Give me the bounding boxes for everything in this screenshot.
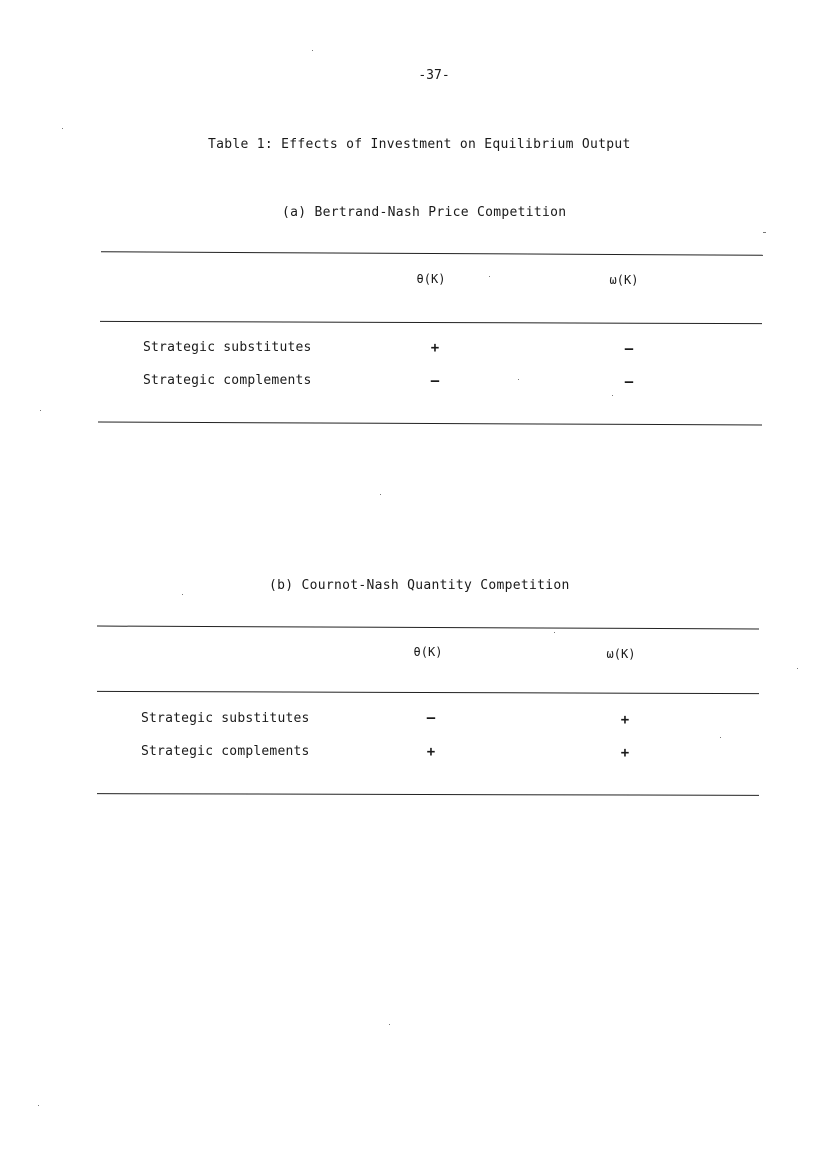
panel-b-header-rule xyxy=(97,691,759,694)
scan-speck xyxy=(720,737,721,738)
panel-a-col-omega: ω(K) xyxy=(609,273,639,287)
scan-speck xyxy=(38,1105,39,1106)
table-title: Table 1: Effects of Investment on Equilibrium Output xyxy=(208,137,631,152)
scan-speck xyxy=(763,232,766,233)
scan-speck xyxy=(518,379,519,380)
theta-sign: – xyxy=(430,373,440,389)
omega-sign: + xyxy=(620,745,630,761)
omega-sign: – xyxy=(624,341,634,357)
row-label: Strategic substitutes xyxy=(143,340,312,355)
scan-speck xyxy=(40,410,41,411)
panel-a-title: (a) Bertrand-Nash Price Competition xyxy=(282,205,567,220)
omega-sign: + xyxy=(620,712,630,728)
panel-a-header-rule xyxy=(100,321,762,324)
row-label: Strategic complements xyxy=(141,744,310,759)
theta-sign: + xyxy=(430,340,440,356)
row-label: Strategic substitutes xyxy=(141,711,310,726)
panel-a-top-rule xyxy=(101,251,763,255)
row-label: Strategic complements xyxy=(143,373,312,388)
theta-sign: – xyxy=(426,710,436,726)
scan-speck xyxy=(380,494,381,495)
panel-b-title: (b) Cournot-Nash Quantity Competition xyxy=(269,578,570,593)
page-number: -37- xyxy=(418,68,450,83)
omega-sign: – xyxy=(624,374,634,390)
panel-a-col-theta: θ(K) xyxy=(416,272,446,286)
scan-speck xyxy=(489,276,490,277)
panel-b-bottom-rule xyxy=(97,793,759,796)
scan-speck xyxy=(312,50,313,51)
theta-sign: + xyxy=(426,744,436,760)
panel-a-bottom-rule xyxy=(98,422,762,426)
panel-b-col-omega: ω(K) xyxy=(606,647,636,661)
panel-b-col-theta: θ(K) xyxy=(413,645,443,659)
scan-speck xyxy=(182,594,183,595)
scan-speck xyxy=(62,128,63,129)
scan-speck xyxy=(554,632,555,633)
scan-speck xyxy=(389,1024,390,1025)
panel-b-top-rule xyxy=(97,626,759,630)
scan-speck xyxy=(797,668,798,669)
scan-speck xyxy=(612,395,613,396)
